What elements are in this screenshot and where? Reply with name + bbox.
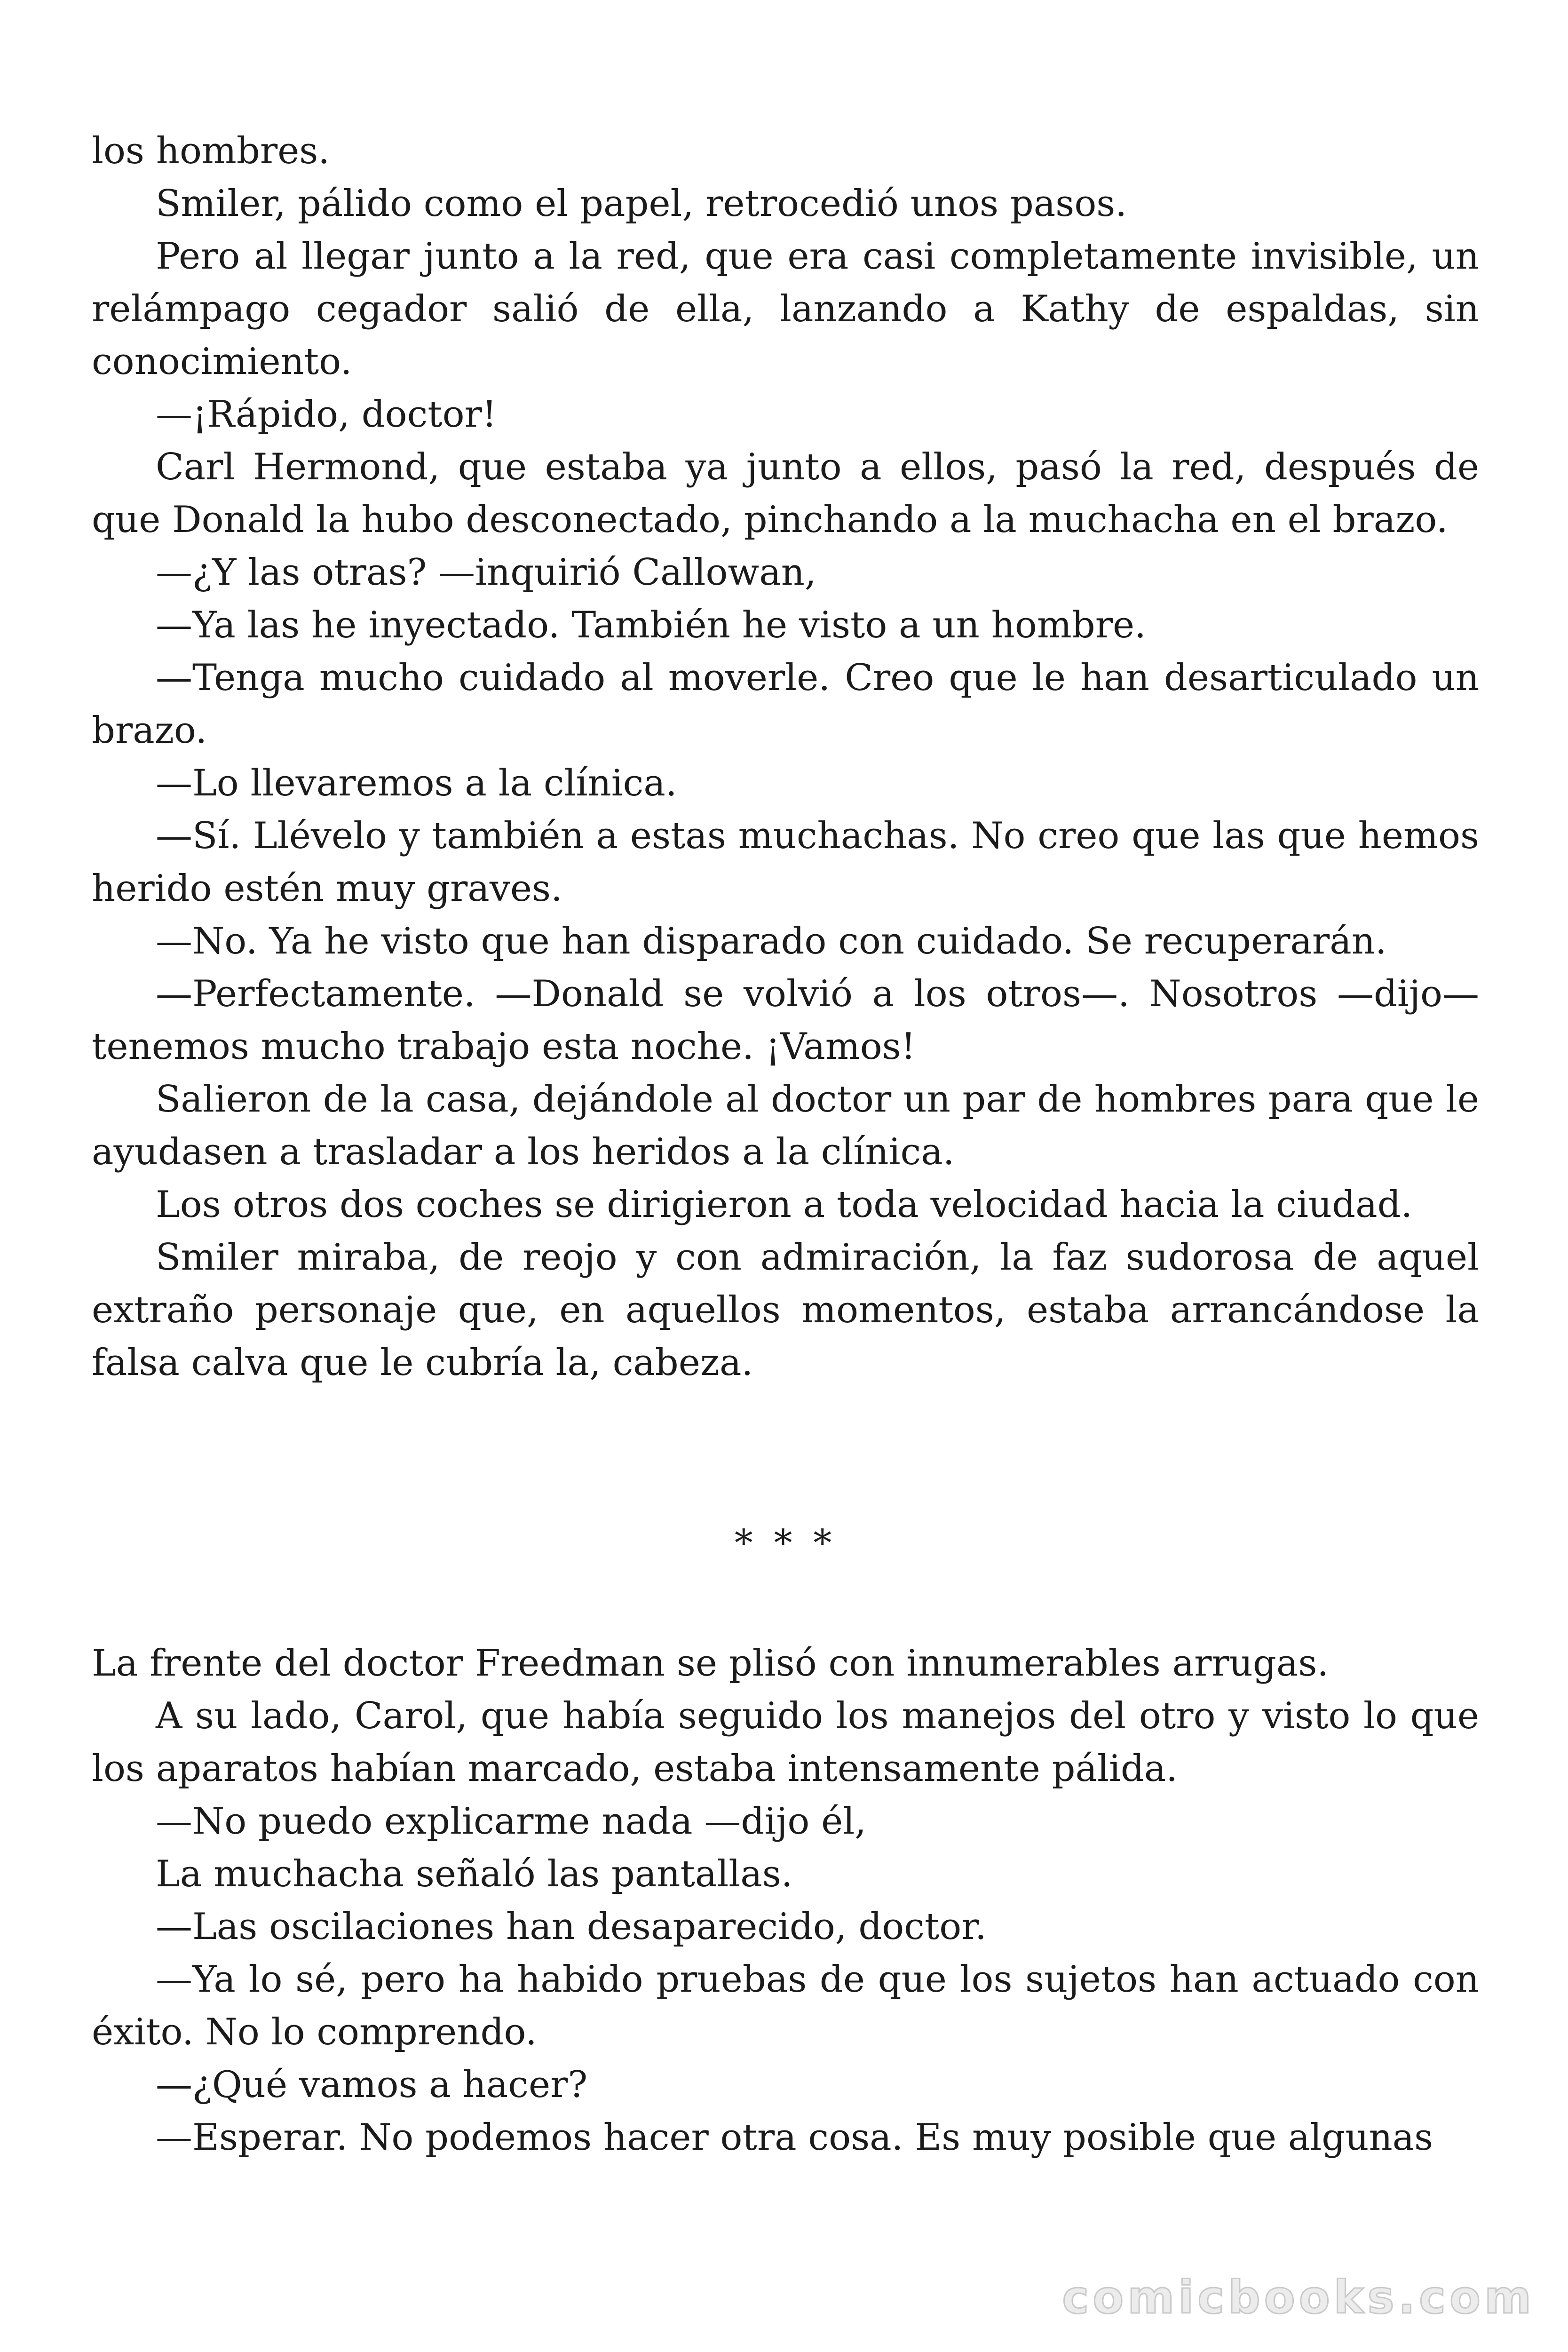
paragraph: —Ya lo sé, pero ha habido pruebas de que los sujetos han actuado con éxito. No lo comprendo. [92,1958,1479,2053]
paragraph: —¿Y las otras? —inquirió Callowan, [156,551,816,594]
paragraph: —Sí. Llévelo y también a estas muchachas. No creo que las que hemos herido estén muy graves. [92,815,1479,910]
paragraph: A su lado, Carol, que había seguido los manejos del otro y visto lo que los aparatos habían marcado, estaba intensamente pálida. [92,1695,1479,1790]
text-block-1 [92,125,1479,1389]
paragraph: —¿Qué vamos a hacer? [156,2064,588,2106]
paragraph: Los otros dos coches se dirigieron a toda velocidad hacia la ciudad. [156,1184,1413,1226]
paragraph: La frente del doctor Freedman se plisó con innumerables arrugas. [92,1642,1329,1685]
paragraph: —Las oscilaciones han desaparecido, doctor. [156,1906,987,1948]
watermark: comicbooks.com [1062,2271,1535,2324]
paragraph: La muchacha señaló las pantallas. [156,1853,793,1895]
paragraph: —Esperar. No podemos hacer otra cosa. Es muy posible que algunas [156,2116,1433,2159]
paragraph: —¡Rápido, doctor! [156,393,497,436]
paragraph: —Tenga mucho cuidado al moverle. Creo que le han desarticulado un brazo. [92,657,1479,752]
paragraph: —Perfectamente. —Donald se volvió a los otros—. Nosotros —dijo— tenemos mucho trabajo esta noche. ¡Vamos! [92,973,1479,1068]
section-separator: * * * [734,1522,837,1565]
paragraph: los hombres. [92,130,330,172]
paragraph: Smiler miraba, de reojo y con admiración, la faz sudorosa de aquel extraño personaje que, en aquellos momentos, estaba arrancándose la falsa calva que le cubría la, cabeza. [92,1236,1479,1384]
paragraph: —No puedo explicarme nada —dijo él, [156,1800,867,1843]
paragraph: —Ya las he inyectado. También he visto a un hombre. [156,604,1146,646]
paragraph: Salieron de la casa, dejándole al doctor un par de hombres para que le ayudasen a trasladar a los heridos a la clínica. [92,1078,1479,1173]
paragraph: Pero al llegar junto a la red, que era casi completamente invisible, un relámpago cegador salió de ella, lanzando a Kathy de espaldas, sin conocimiento. [92,235,1479,383]
text-block-2 [92,1637,1479,2164]
paragraph: —Lo llevaremos a la clínica. [156,762,677,804]
paragraph: Smiler, pálido como el papel, retrocedió unos pasos. [156,183,1127,225]
paragraph: —No. Ya he visto que han disparado con cuidado. Se recuperarán. [156,920,1387,962]
paragraph: Carl Hermond, que estaba ya junto a ellos, pasó la red, después de que Donald la hubo desconectado, pinchando a la muchacha en el brazo. [92,446,1479,541]
